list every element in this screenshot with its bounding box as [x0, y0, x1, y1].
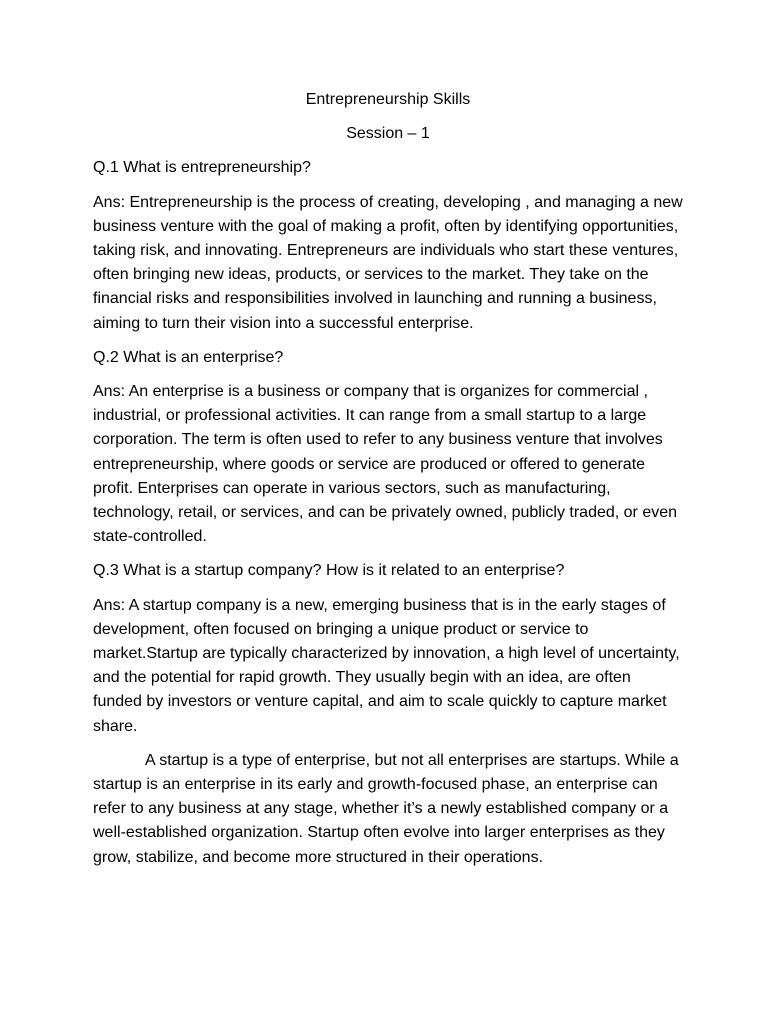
answer-2: Ans: An enterprise is a business or company that is organizes for commercial , industrial, or professional activities. It can range from a small startup to a large corporation. The term is often used to refer to any business venture that involves entrepreneurship, where goods or service are produced or offered to generate profit. Enterprises can operate in various sectors, such as manufacturing, technology, retail, or services, and can be privately owned, publicly traded, or even state-controlled.: [93, 383, 678, 546]
question-1: Q.1 What is entrepreneurship?: [93, 159, 311, 177]
session-heading: Session – 1: [346, 125, 430, 143]
answer-3-paragraph-2: A startup is a type of enterprise, but not all enterprises are startups. While a startup is an enterprise in its early and growth-focused phase, an enterprise can refer to any business at any stage, whether it’s a newly established company or a well-established organization. Startup often evolve into larger enterprises as they grow, stabilize, and become more structured in their operations.: [93, 751, 679, 866]
document-title: Entrepreneurship Skills: [305, 91, 471, 108]
answer-1: Ans: Entrepreneurship is the process of creating, developing , and managing a new business venture with the goal of making a profit, often by identifying opportunities, taking risk, and innovating. Entrepreneurs are individuals who start these ventures, often bringing new ideas, products, or services to the market. They take on the financial risks and responsibilities involved in launching and running a business, aiming to turn their vision into a successful enterprise.: [93, 193, 683, 332]
answer-3: Ans: A startup company is a new, emerging business that is in the early stages of development, often focused on bringing a unique product or service to market.Startup are typically characterized by innovation, a high level of uncertainty, and the potential for rapid growth. They usually begin with an idea, are often funded by investors or venture capital, and aim to scale quickly to capture market share.: [93, 596, 680, 735]
document-body: [93, 88, 683, 870]
question-2: Q.2 What is an enterprise?: [93, 348, 284, 366]
question-3: Q.3 What is a startup company? How is it related to an enterprise?: [93, 562, 565, 580]
